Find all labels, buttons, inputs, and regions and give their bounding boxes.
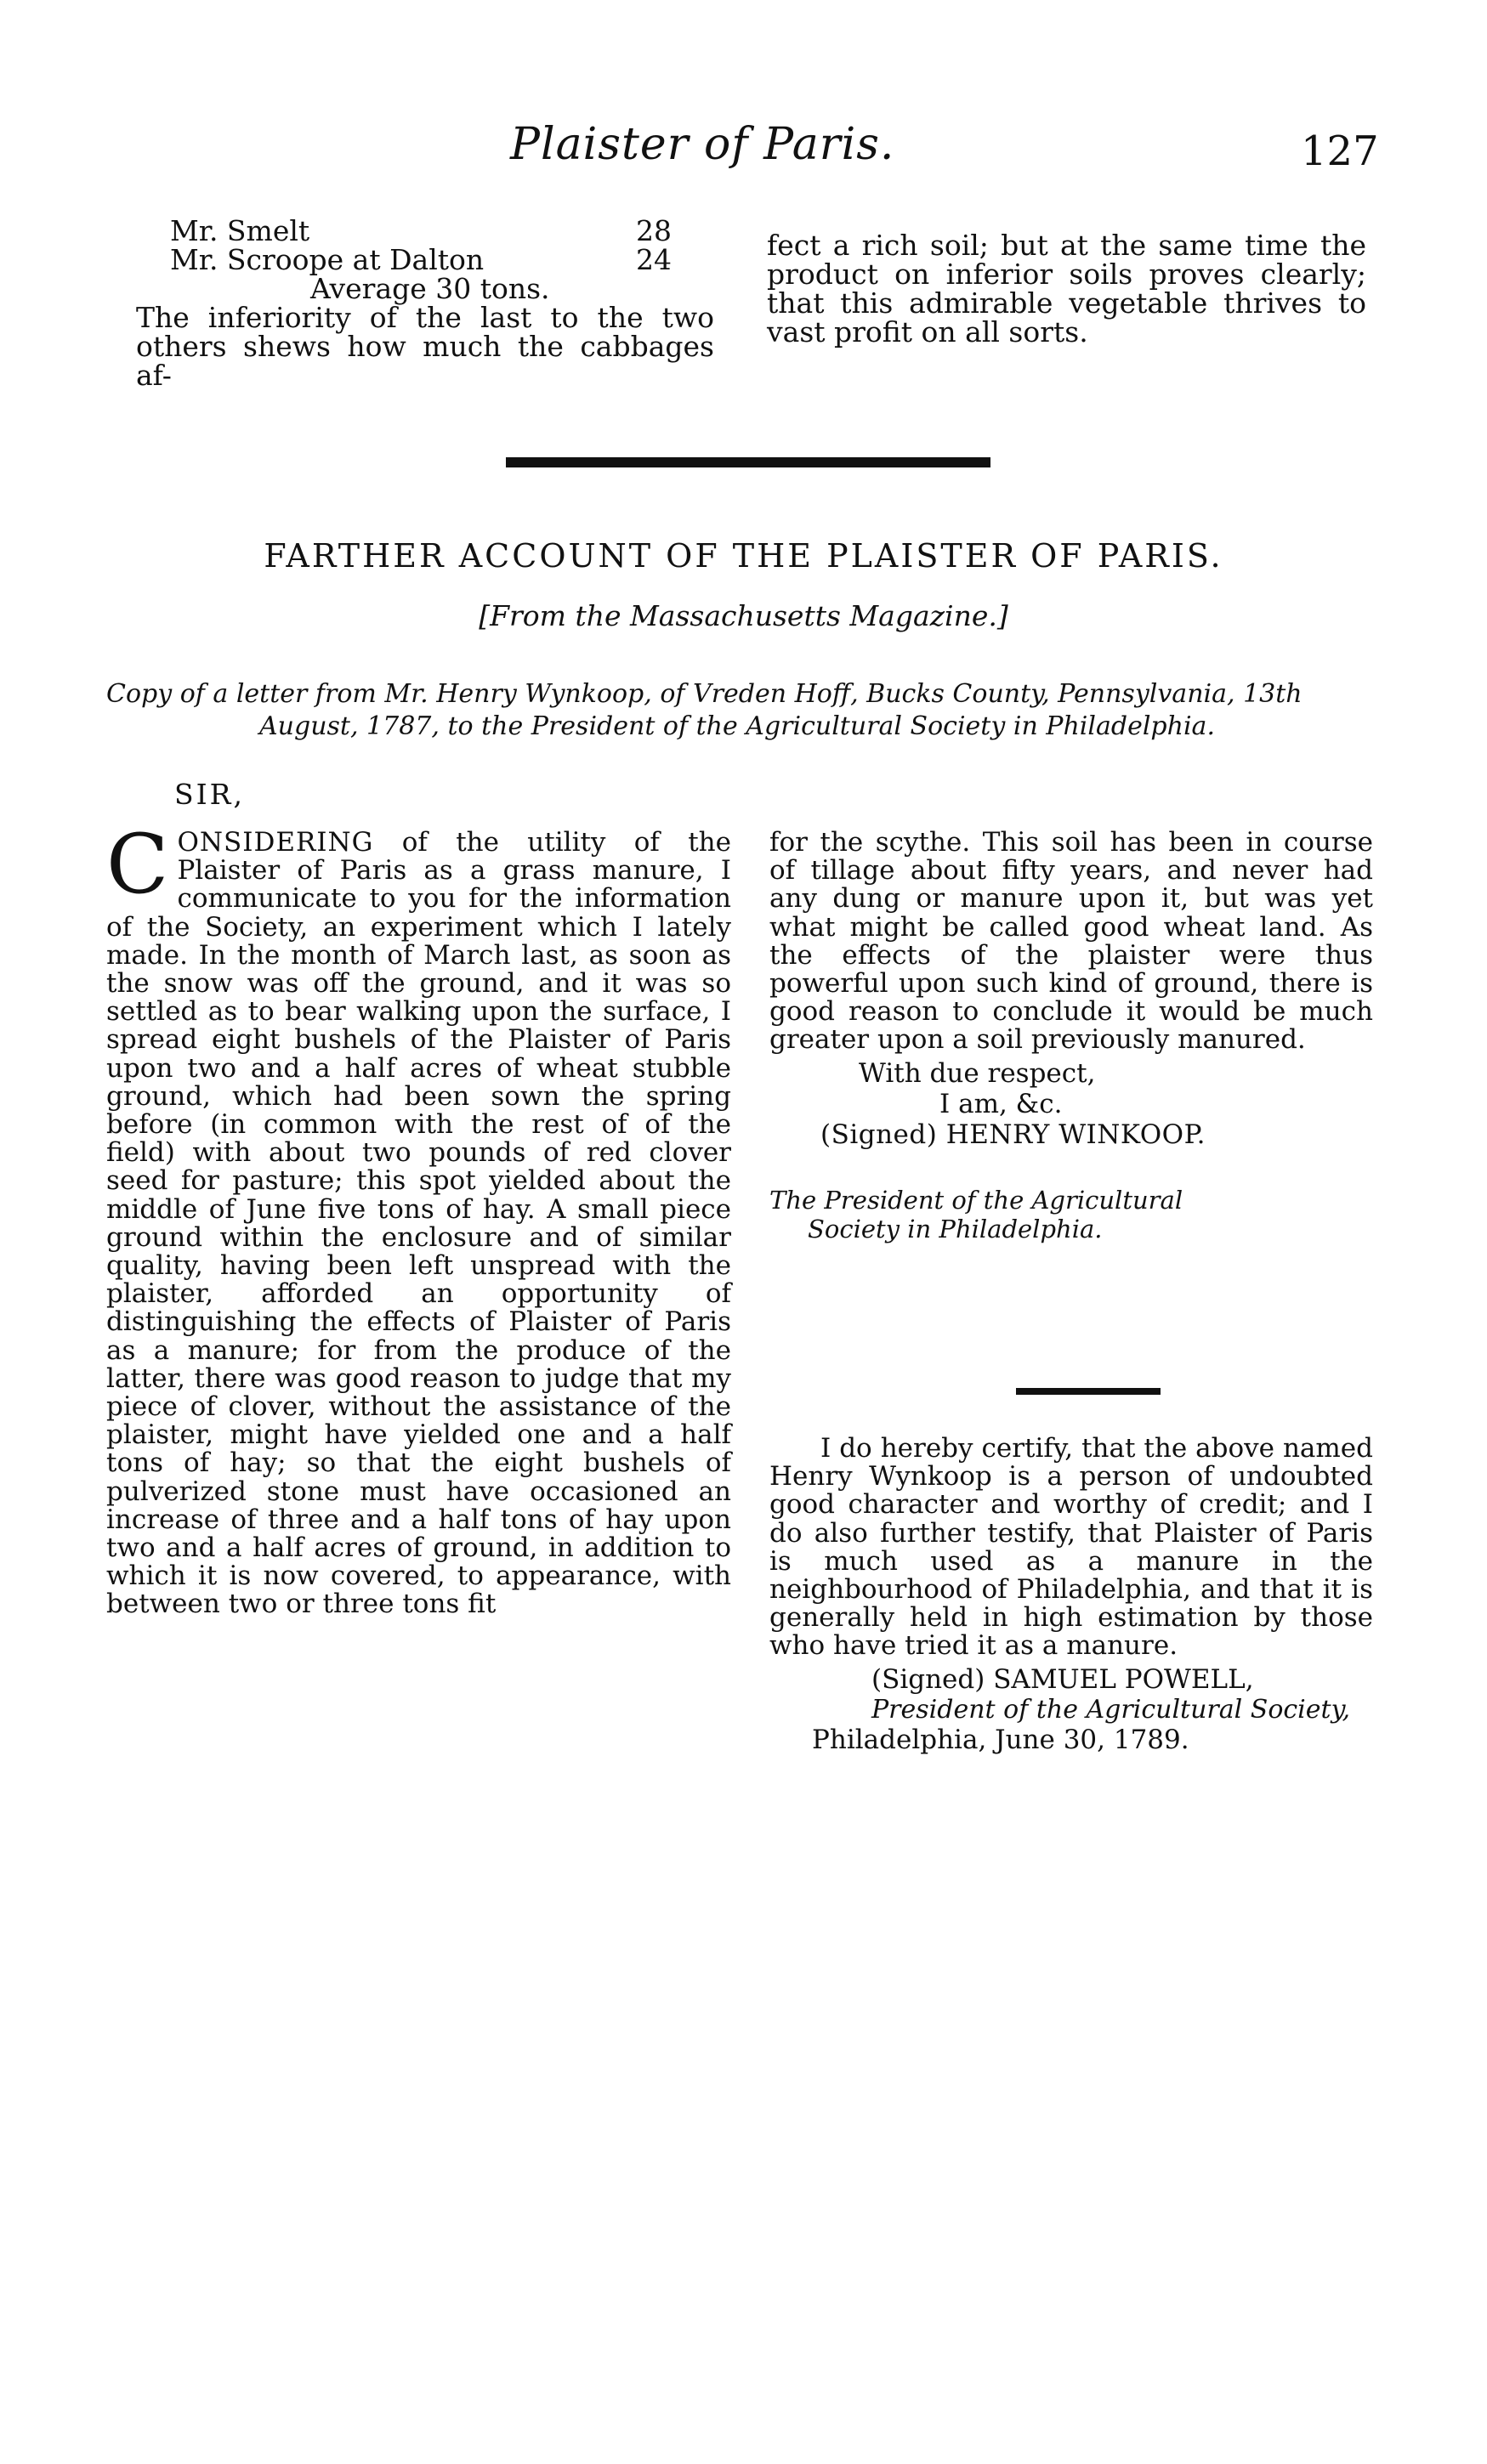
yield-table-name: Mr. Scroope at Dalton <box>170 243 485 276</box>
yield-table-value: 28 <box>636 214 672 247</box>
recipient-line: Society in Philadelphia. <box>808 1214 1103 1243</box>
letter-signature: (Signed) HENRY WINKOOP. <box>820 1119 1206 1150</box>
previous-article-right-column: fect a rich soil; but at the same time the product on inferior soils proves clearly; that this admirable vegetable thrives to vast profit on all sorts. <box>767 229 1366 348</box>
certificate-date: Philadelphia, June 30, 1789. <box>812 1724 1189 1755</box>
yield-table-value: 24 <box>636 243 672 276</box>
letter-left-column <box>106 817 731 1620</box>
drop-cap: C <box>106 817 169 912</box>
section-divider <box>506 457 990 467</box>
closing-line: I am, &c. <box>939 1088 1063 1119</box>
certificate-signature: (Signed) SAMUEL POWELL, <box>871 1663 1254 1695</box>
yield-table-row <box>170 243 714 276</box>
previous-article-left-column <box>136 214 714 392</box>
letter-right-column <box>769 829 1373 1243</box>
salutation: SIR, <box>174 778 245 811</box>
certificate-office: President of the Agricultural Society, <box>871 1694 1351 1725</box>
letter-caption <box>106 678 1382 743</box>
letter-body-right: for the scythe. This soil has been in course of tillage about fifty years, and never had any dung or manure upon it, but was yet what might be called good wheat land. As the effects of the plaister were thus powerful upon such kind of ground, there is good reason to conclude it would be much greater upon a soil previously manured. <box>769 827 1373 1056</box>
recipient-line: The President of the Agricultural <box>769 1185 1183 1215</box>
previous-article-paragraph: The inferiority of the last to the two others shews how much the cabbages af- <box>136 301 714 392</box>
yield-table-row <box>170 214 714 247</box>
closing-line: With due respect, <box>859 1057 1096 1089</box>
letter-recipient <box>769 1186 1373 1243</box>
certificate-block <box>769 1435 1373 1755</box>
page-number: 127 <box>1301 127 1379 175</box>
letter-body-left: of the utility of the Plaister of Paris as a grass manure, I communicate to you for the information of the Society, an experiment which I lately made. In the month of March last, as soon as the snow was off the ground, and it was so settled as to bear walking upon the surface, I spread eight bushels of the Plaister of Paris upon two and a half acres of wheat stubble ground, which had been sown the spring before (in common with the rest of of the field) with about two pounds of red clover seed for pasture; this spot yielded about the middle of June five tons of hay. A small piece ground within the enclosure and of similar quality, having been left unspread with the plaister, afforded an opportunity of distinguishing the effects of Plaister of Paris as a manure; for from the produce of the latter, there was good reason to judge that my piece of clover, without the assistance of the plaister, might have yielded one and a half tons of hay; so that the eight bushels of pulverized stone must have occasioned an increase of three and a half tons of hay upon two and a half acres of ground, in addition to which it is now covered, to appearance, with between two or three tons fit <box>106 827 731 1620</box>
article-title: FARTHER ACCOUNT OF THE PLAISTER OF PARIS. <box>264 537 1223 575</box>
article-source: [From the Massachusetts Magazine.] <box>479 599 1008 632</box>
certificate-body: I do hereby certify, that the above named Henry Wynkoop is a person of undoubted good character and worthy of credit; and I do also further testify, that Plaister of Paris is much used as a manure in the neighbourhood of Philadelphia, and that it is generally held in high estimation by those who have tried it as a manure. <box>769 1433 1373 1662</box>
letter-lead-word: ONSIDERING <box>177 827 374 858</box>
letter-caption-line: August, 1787, to the President of the Agricultural Society in Philadelphia. <box>259 711 1215 741</box>
letter-caption-line: Copy of a letter from Mr. Henry Wynkoop, of Vreden Hoff, Bucks County, Pennsylvania, 13th <box>106 679 1303 709</box>
yield-average: Average 30 tons. <box>310 272 550 305</box>
certificate-divider <box>1016 1388 1161 1395</box>
yield-table-name: Mr. Smelt <box>170 214 310 247</box>
letter-closing <box>769 1058 1373 1150</box>
running-title: Plaister of Paris. <box>510 119 895 170</box>
